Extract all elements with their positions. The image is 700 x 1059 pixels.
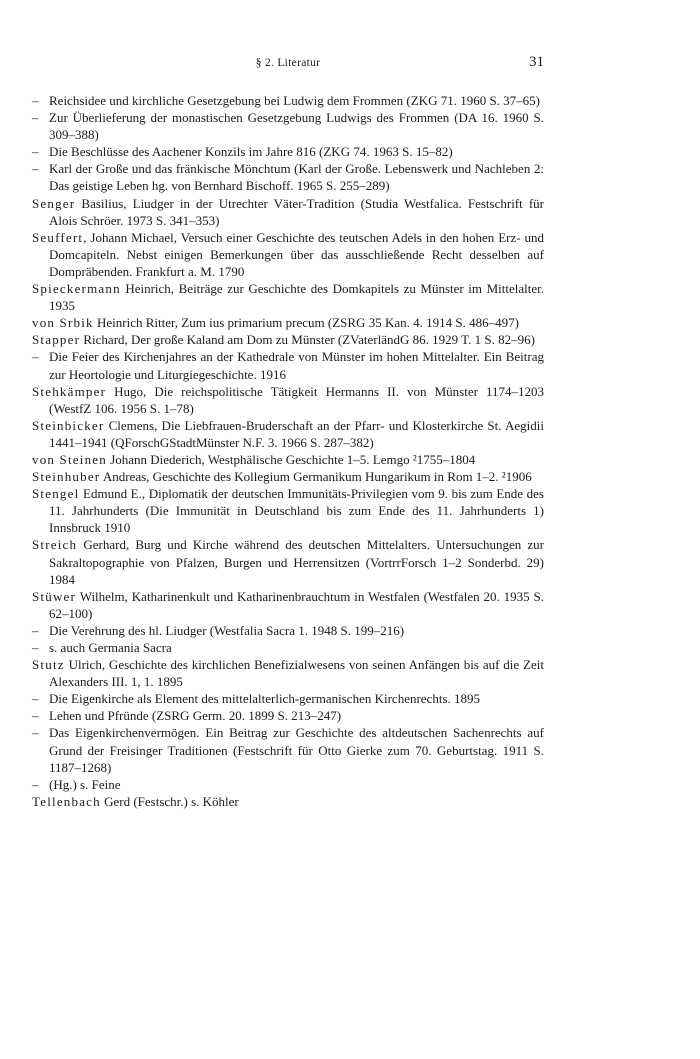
bibliography-entry	[32, 656, 544, 690]
page-number: 31	[529, 54, 544, 70]
ditto-dash: –	[32, 144, 39, 160]
ditto-dash: –	[32, 93, 39, 108]
entry-text: Zur Überlieferung der monastischen Gesetzgebung Ludwigs des Frommen (DA 16. 1960 S. 309–388)	[49, 110, 544, 143]
entry-text: Johann Diederich, Westphälische Geschichte 1–5. Lemgo ²1755–1804	[106, 451, 476, 467]
bibliography-entry	[32, 793, 544, 810]
bibliography-entry	[32, 229, 544, 280]
entry-text: , Johann Michael, Versuch einer Geschichte des teutschen Adels in den hohen Erz- und Domcapiteln. Nebst einigen Bemerkungen über das ausschließende Recht desselben auf Dompräbenden. Frankfurt a. M. 1790	[49, 229, 544, 279]
bibliography-entry	[32, 451, 544, 468]
bibliography-entry	[32, 92, 544, 109]
entry-author: von Srbik	[32, 315, 94, 331]
bibliography-entry	[32, 776, 544, 793]
ditto-dash: –	[32, 708, 39, 724]
entry-author: Stapper	[32, 332, 81, 348]
bibliography-entry	[32, 195, 544, 229]
ditto-dash: –	[32, 776, 39, 792]
bibliography-entry	[32, 417, 544, 451]
entry-text: Gerd (Festschr.) s. Köhler	[100, 793, 239, 809]
entry-text: Ulrich, Geschichte des kirchlichen Benefizialwesens von seinen Anfängen bis auf die Zeit Alexanders III. 1, 1. 1895	[49, 657, 544, 690]
ditto-dash: –	[32, 725, 39, 741]
ditto-dash: –	[32, 622, 39, 638]
entry-text: Die Verehrung des hl. Liudger (Westfalia Sacra 1. 1948 S. 199–216)	[49, 622, 405, 638]
bibliography-entry	[32, 383, 544, 417]
ditto-dash: –	[32, 691, 39, 707]
entry-author: Steinhuber	[32, 469, 101, 485]
bibliography-entry	[32, 331, 544, 348]
entry-text: Die Eigenkirche als Element des mittelalterlich-germanischen Kirchenrechts. 1895	[49, 691, 481, 707]
bibliography-entry	[32, 588, 544, 622]
entry-author: Senger	[32, 195, 76, 211]
bibliography-entry	[32, 109, 544, 143]
running-header	[32, 54, 544, 74]
entry-text: Karl der Große und das fränkische Mönchtum (Karl der Große. Lebenswerk und Nachleben 2: Das geistige Leben hg. von Bernhard Bischoff. 1965 S. 255–289)	[49, 161, 544, 194]
entry-text: Reichsidee und kirchliche Gesetzgebung bei Ludwig dem Frommen (ZKG 71. 1960 S. 37–65)	[49, 93, 541, 108]
bibliography-entry	[32, 639, 544, 656]
entry-text: Heinrich Ritter, Zum ius primarium precum (ZSRG 35 Kan. 4. 1914 S. 486–497)	[93, 315, 519, 331]
ditto-dash: –	[32, 640, 39, 655]
entry-text: Das Eigenkirchenvermögen. Ein Beitrag zur Geschichte des altdeutschen Sachenrechts auf Grund der Freisinger Traditionen (Festschrift für Otto Gierke zum 70. Geburtstag. 1911 S. 1187–1268)	[49, 725, 544, 775]
bibliography-entry	[32, 707, 544, 724]
bibliography-entry	[32, 348, 544, 382]
entry-text: Andreas, Geschichte des Kollegium Germanikum Hungarikum in Rom 1–2. ²1906	[100, 469, 532, 485]
entry-text: Die Feier des Kirchenjahres an der Kathedrale von Münster im hohen Mittelalter. Ein Beitrag zur Heortologie und Liturgiegeschichte. 1916	[49, 349, 544, 382]
entry-text: Richard, Der große Kaland am Dom zu Münster (ZVaterländG 86. 1929 T. 1 S. 82–96)	[80, 332, 535, 348]
bibliography-entry	[32, 536, 544, 587]
entry-author: Stehkämper	[32, 383, 107, 399]
bibliography-entry	[32, 314, 544, 331]
bibliography-entry	[32, 160, 544, 194]
bibliography-entry	[32, 724, 544, 775]
entry-author: Stengel	[32, 486, 80, 502]
entry-text: s. auch Germania Sacra	[49, 640, 172, 655]
entry-author: Stutz	[32, 657, 65, 673]
ditto-dash: –	[32, 161, 39, 177]
bibliography-entry	[32, 468, 544, 485]
bibliography-entry	[32, 622, 544, 639]
entry-author: Stüwer	[32, 588, 77, 604]
entry-author: Spieckermann	[32, 281, 121, 297]
entry-text: Basilius, Liudger in der Utrechter Väter-Tradition (Studia Westfalica. Festschrift für Alois Schröer. 1973 S. 341–353)	[49, 195, 544, 228]
entry-author: Seuffert	[32, 229, 84, 245]
entry-author: von Steinen	[32, 451, 107, 467]
bibliography-entry	[32, 485, 544, 536]
ditto-dash: –	[32, 110, 39, 126]
entry-text: Wilhelm, Katharinenkult und Katharinenbrauchtum in Westfalen (Westfalen 20. 1935 S. 62–100)	[49, 588, 544, 621]
ditto-dash: –	[32, 349, 39, 365]
entry-text: Gerhard, Burg und Kirche während des deutschen Mittelalters. Untersuchungen zur Sakraltopographie von Pfalzen, Burgen und Herrensitzen (VortrrForsch 1–2 Sonderbd. 29) 1984	[49, 537, 544, 587]
entry-text: Edmund E., Diplomatik der deutschen Immunitäts-Privilegien vom 9. bis zum Ende des 11. Jahrhunderts (Die Immunität in Deutschland bis zum Ende des 11. Jahrhunderts 1) Innsbruck 1910	[49, 486, 544, 536]
section-title: § 2. Literatur	[255, 57, 321, 69]
entry-text: (Hg.) s. Feine	[49, 776, 121, 792]
bibliography-list	[32, 92, 544, 810]
entry-text: Clemens, Die Liebfrauen-Bruderschaft an der Pfarr- und Klosterkirche St. Aegidii 1441–1941 (QForschGStadtMünster N.F. 3. 1966 S. 287–382)	[49, 417, 544, 450]
entry-text: Hugo, Die reichspolitische Tätigkeit Hermanns II. von Münster 1174–1203 (WestfZ 106. 1956 S. 1–78)	[49, 383, 544, 416]
bibliography-entry	[32, 143, 544, 160]
entry-author: Steinbicker	[32, 417, 105, 433]
entry-text: Die Beschlüsse des Aachener Konzils im Jahre 816 (ZKG 74. 1963 S. 15–82)	[49, 144, 453, 160]
entry-author: Tellenbach	[32, 793, 101, 809]
entry-author: Streich	[32, 537, 78, 553]
entry-text: Lehen und Pfründe (ZSRG Germ. 20. 1899 S. 213–247)	[49, 708, 342, 724]
bibliography-entry	[32, 690, 544, 707]
entry-text: Heinrich, Beiträge zur Geschichte des Domkapitels zu Münster im Mittelalter. 1935	[49, 281, 544, 314]
bibliography-entry	[32, 280, 544, 314]
